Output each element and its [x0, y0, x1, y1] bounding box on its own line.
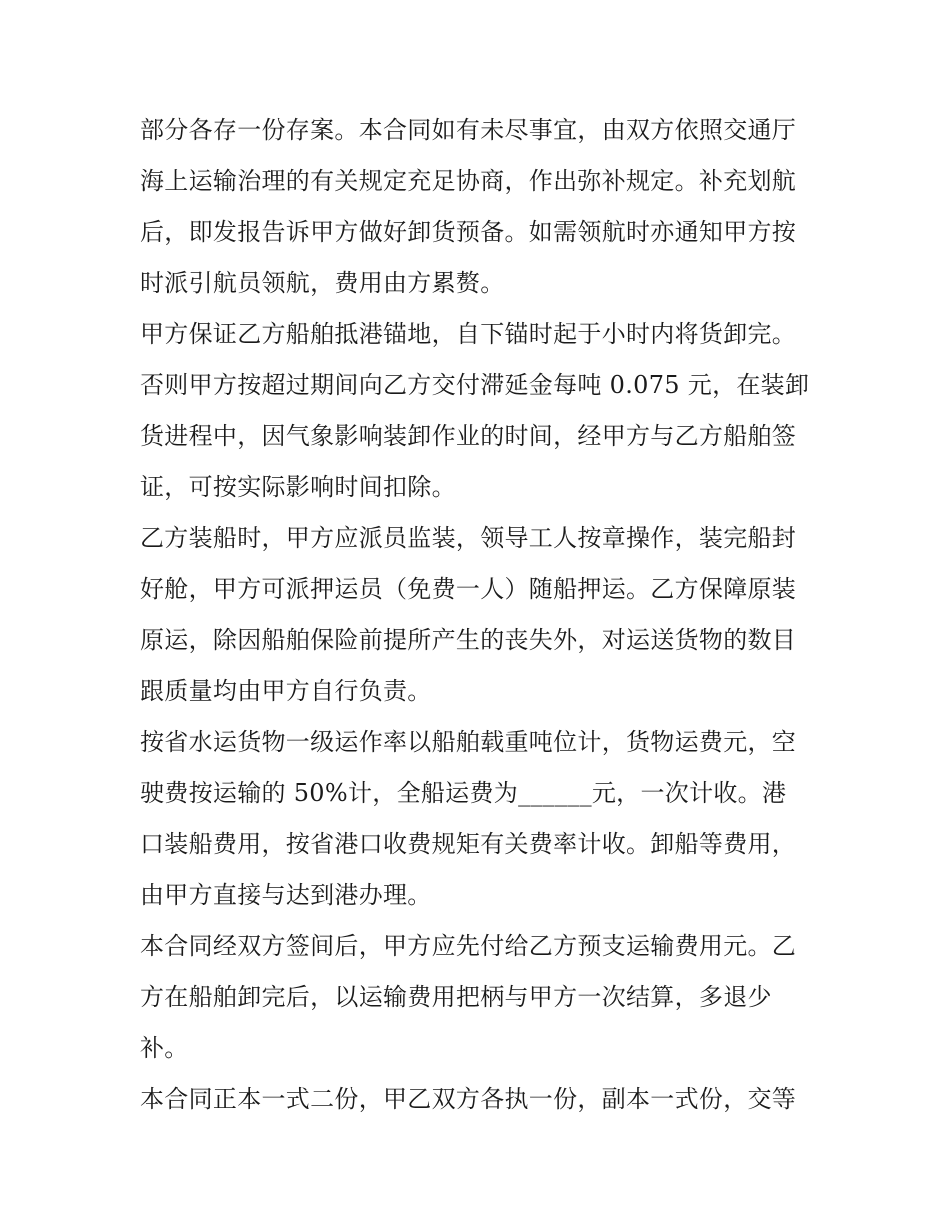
text-line: 时派引航员领航，费用由方累赘。: [140, 269, 505, 297]
text-line: 部分各存一份存案。本合同如有未尽事宜，由双方依照交通厅: [140, 116, 797, 144]
text-line: 跟质量均由甲方自行负责。: [140, 677, 432, 705]
text-line: 否则甲方按超过期间向乙方交付滞延金每吨 0.075 元，在装卸: [140, 371, 810, 399]
text-line: 海上运输治理的有关规定充足协商，作出弥补规定。补充划航: [140, 167, 797, 195]
text-line: 本合同经双方签间后，甲方应先付给乙方预支运输费用元。乙: [140, 932, 797, 960]
text-line: 甲方保证乙方船舶抵港锚地，自下锚时起于小时内将货卸完。: [140, 320, 797, 348]
text-line: 后，即发报告诉甲方做好卸货预备。如需领航时亦通知甲方按: [140, 218, 797, 246]
text-line: 补。: [140, 1034, 189, 1062]
text-line: 由甲方直接与达到港办理。: [140, 881, 432, 909]
text-line: 货进程中，因气象影响装卸作业的时间，经甲方与乙方船舶签: [140, 422, 797, 450]
text-line: 本合同正本一式二份，甲乙双方各执一份，副本一式份，交等: [140, 1085, 797, 1113]
text-line: 原运，除因船舶保险前提所产生的丧失外，对运送货物的数目: [140, 626, 797, 654]
text-line: 好舱，甲方可派押运员（免费一人）随船押运。乙方保障原装: [140, 575, 797, 603]
text-line: 乙方装船时，甲方应派员监装，领导工人按章操作，装完船封: [140, 524, 797, 552]
text-line: 证，可按实际影响时间扣除。: [140, 473, 456, 501]
text-line: 口装船费用，按省港口收费规矩有关费率计收。卸船等费用，: [140, 830, 797, 858]
text-line: 按省水运货物一级运作率以船舶载重吨位计，货物运费元，空: [140, 728, 797, 756]
text-line: 驶费按运输的 50%计，全船运费为______元，一次计收。港: [140, 779, 787, 807]
text-line: 方在船舶卸完后，以运输费用把柄与甲方一次结算，多退少: [140, 983, 772, 1011]
document-body: [140, 105, 820, 1125]
